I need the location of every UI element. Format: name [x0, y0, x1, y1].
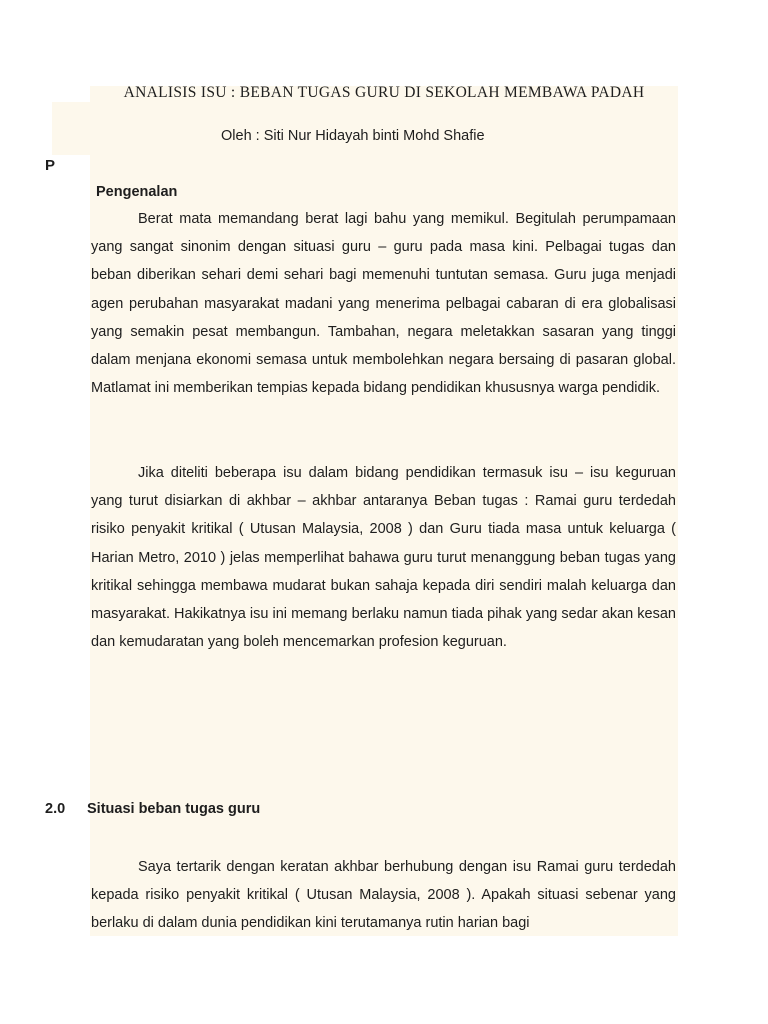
document-title: ANALISIS ISU : BEBAN TUGAS GURU DI SEKOLAH MEMBAWA PADAH	[123, 84, 645, 101]
section-title: Situasi beban tugas guru	[87, 801, 261, 817]
page-background-notch	[52, 102, 90, 155]
section-2-heading	[45, 801, 260, 817]
section-number: 2.0	[45, 801, 66, 817]
section-2-paragraph: Saya tertarik dengan keratan akhbar berhubung dengan isu Ramai guru terdedah kepada risiko penyakit kritikal ( Utusan Malaysia, 2008 ). Apakah situasi sebenar yang berlaku di dalam dunia pendidikan kini terutamanya rutin harian bagi	[91, 859, 676, 932]
stray-letter: P	[45, 157, 56, 174]
intro-paragraph-1: Berat mata memandang berat lagi bahu yang memikul. Begitulah perumpamaan yang sangat sinonim dengan situasi guru – guru pada masa kini. Pelbagai tugas dan beban diberikan sehari demi sehari bagi memenuhi tuntutan semasa. Guru juga menjadi agen perubahan masyarakat madani yang menerima pelbagai cabaran di era globalisasi yang semakin pesat membangun. Tambahan, negara meletakkan sasaran yang tinggi dalam menjana ekonomi semasa untuk membolehkan negara bersaing di pasaran global. Matlamat ini memberikan tempias kepada bidang pendidikan khususnya warga pendidik.	[91, 211, 676, 397]
intro-heading: Pengenalan	[96, 184, 178, 200]
author-line: Oleh : Siti Nur Hidayah binti Mohd Shafie	[221, 128, 485, 144]
intro-paragraph-2: Jika diteliti beberapa isu dalam bidang pendidikan termasuk isu – isu keguruan yang turut disiarkan di akhbar – akhbar antaranya Beban tugas : Ramai guru terdedah risiko penyakit kritikal ( Utusan Malaysia, 2008 ) dan Guru tiada masa untuk keluarga ( Harian Metro, 2010 ) jelas memperlihat bahawa guru turut menanggung beban tugas yang kritikal sehingga membawa mudarat bukan sahaja kepada diri sendiri malah keluarga dan masyarakat. Hakikatnya isu ini memang berlaku namun tiada pihak yang sedar akan kesan dan kemudaratan yang boleh mencemarkan profesion keguruan.	[91, 465, 676, 651]
